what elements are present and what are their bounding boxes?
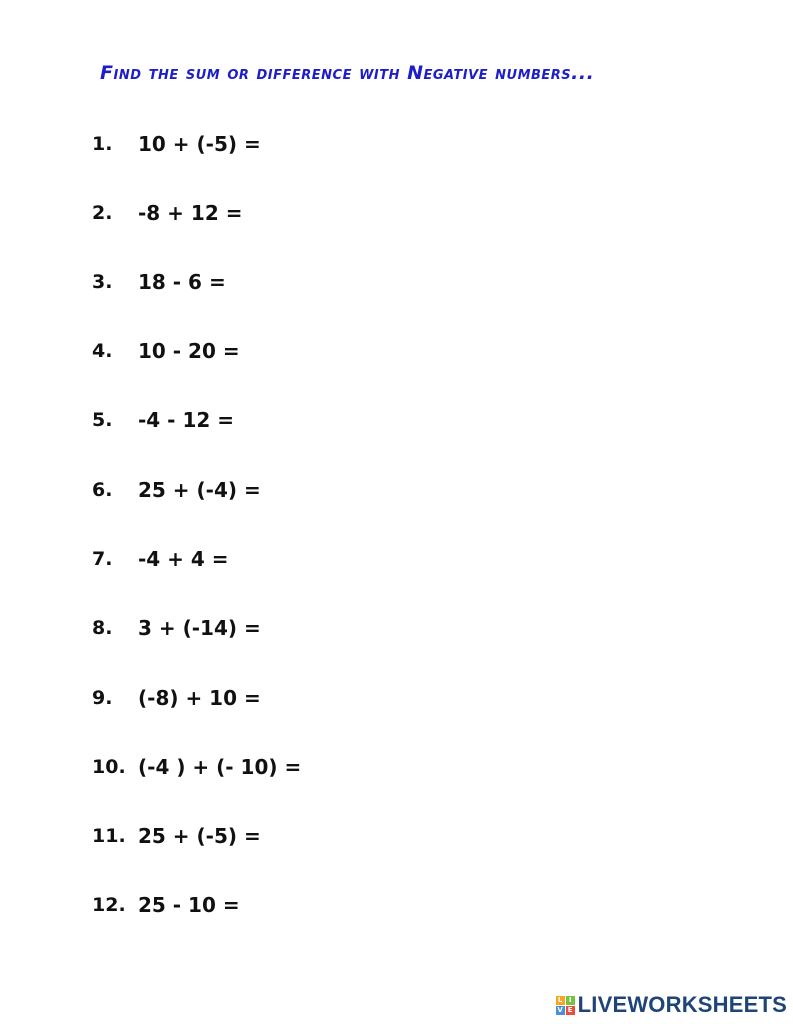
problem-number: 4. bbox=[92, 340, 113, 362]
problem-item bbox=[92, 268, 226, 296]
problem-item bbox=[92, 891, 240, 919]
problem-item bbox=[92, 684, 261, 712]
problem-expression: 3 + (-14) = bbox=[138, 616, 261, 640]
problem-item bbox=[92, 545, 229, 573]
liveworksheets-logo bbox=[556, 992, 787, 1018]
problem-number: 5. bbox=[92, 409, 113, 431]
problem-number: 6. bbox=[92, 479, 113, 501]
problem-item bbox=[92, 130, 261, 158]
problem-item bbox=[92, 337, 240, 365]
problem-expression: 10 + (-5) = bbox=[138, 132, 261, 156]
problem-expression: -8 + 12 = bbox=[138, 201, 243, 225]
problem-item bbox=[92, 476, 261, 504]
logo-mark-letter: I bbox=[566, 996, 575, 1005]
problem-item bbox=[92, 199, 242, 227]
problem-number: 3. bbox=[92, 271, 113, 293]
problem-item bbox=[92, 406, 234, 434]
problem-number: 2. bbox=[92, 202, 113, 224]
problem-expression: (-8) + 10 = bbox=[138, 686, 261, 710]
problem-number: 10. bbox=[92, 756, 126, 778]
logo-mark-letter: V bbox=[557, 1005, 563, 1014]
worksheet-title: Find the sum or difference with Negative numbers... bbox=[100, 62, 595, 84]
problem-number: 11. bbox=[92, 825, 126, 847]
problem-item bbox=[92, 822, 261, 850]
logo-mark-icon bbox=[556, 996, 575, 1015]
logo-text: LIVEWORKSHEETS bbox=[577, 992, 787, 1017]
problem-expression: 25 + (-5) = bbox=[138, 824, 261, 848]
problem-expression: 25 - 10 = bbox=[138, 893, 240, 917]
problem-number: 8. bbox=[92, 617, 113, 639]
problem-item bbox=[92, 753, 301, 781]
problem-number: 12. bbox=[92, 894, 126, 916]
problem-number: 9. bbox=[92, 687, 113, 709]
problem-expression: 10 - 20 = bbox=[138, 339, 240, 363]
problem-expression: -4 - 12 = bbox=[138, 408, 234, 432]
problem-expression: (-4 ) + (- 10) = bbox=[138, 755, 302, 779]
problem-expression: -4 + 4 = bbox=[138, 547, 229, 571]
problem-expression: 25 + (-4) = bbox=[138, 478, 261, 502]
problem-number: 7. bbox=[92, 548, 113, 570]
problem-item bbox=[92, 614, 261, 642]
logo-mark-letter: L bbox=[556, 996, 565, 1005]
problem-expression: 18 - 6 = bbox=[138, 270, 226, 294]
logo-mark-letter: E bbox=[566, 1006, 575, 1015]
problem-number: 1. bbox=[92, 133, 113, 155]
